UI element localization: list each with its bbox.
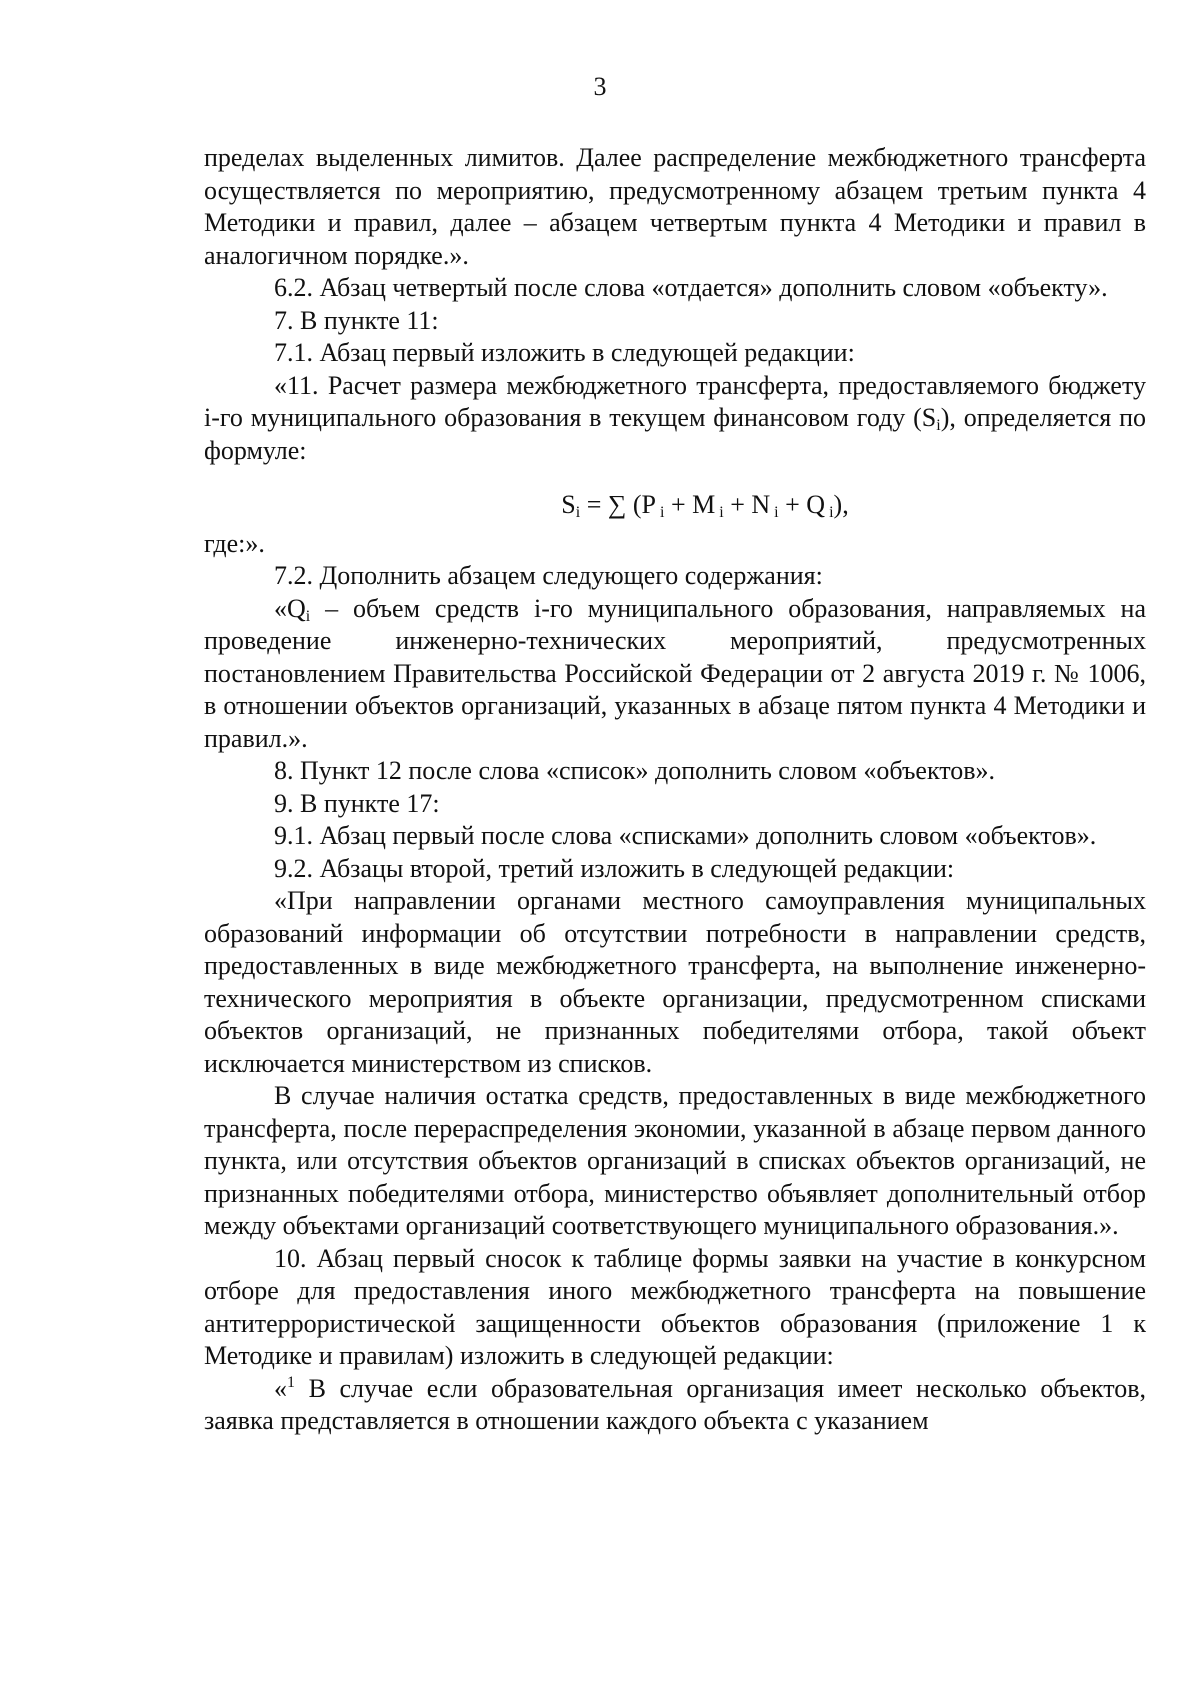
formula-p-sub: i	[656, 504, 665, 521]
paragraph-7-1: 7.1. Абзац первый изложить в следующей редакции:	[274, 338, 855, 367]
formula-q: + Q	[778, 490, 826, 519]
formula-m-sub: i	[715, 504, 724, 521]
formula-s: S	[561, 490, 576, 519]
formula-m: + M	[664, 490, 716, 519]
paragraph-where: где:».	[204, 528, 265, 558]
footnote-open-quote: «	[274, 1373, 287, 1403]
paragraph-10: 10. Абзац первый сносок к таблице формы заявки на участие в конкурсном отборе для предоставления иного межбюджетного трансферта на повышение антитеррористической защищенности объектов образования (приложение 1 к Методике и правилам) изложить в следующей редакции:	[204, 1243, 1146, 1370]
footnote-marker: 1	[287, 1373, 295, 1391]
paragraph-7-2: 7.2. Дополнить абзацем следующего содержания:	[274, 561, 823, 590]
paragraph-1: пределах выделенных лимитов. Далее распределение межбюджетного трансферта осуществляется по мероприятию, предусмотренному абзацем третьим пункта 4 Методики и правил, далее – абзацем четвертым пункта 4 Методики и правил в аналогичном порядке.».	[204, 143, 1146, 270]
paragraph-quote-2: В случае наличия остатка средств, предоставленных в виде межбюджетного трансферта, после перераспределения экономии, указанной в абзаце первом данного пункта, или отсутствия объектов организаций в списках объектов организаций, не признанных победителями отбора, министерство объявляет дополнительный отбор между объектами организаций соответствующего муниципального образования.».	[204, 1081, 1146, 1240]
formula	[204, 489, 1146, 522]
q-def-part-b: – объем средств i-го муниципального образования, направляемых на проведение инженерно-технических мероприятий, предусмотренных постановлением Правительства Российской Федерации от 2 августа 2019 г. № 1006, в отношении объектов организаций, указанных в абзаце пятом пункта 4 Методики и правил.».	[204, 593, 1146, 753]
paragraph-9-2: 9.2. Абзацы второй, третий изложить в следующей редакции:	[274, 853, 955, 883]
formula-eq: = ∑ (P	[580, 490, 657, 519]
q-def-part-a: «Q	[274, 593, 306, 623]
formula-n: + N	[723, 490, 771, 519]
paragraph-quote-1: «При направлении органами местного самоуправления муниципальных образований информации об отсутствии потребности в направлении средств, предоставленных в виде межбюджетного трансферта, на выполнение инженерно-технического мероприятия в объекте организации, предусмотренном списками объектов организаций, не признанных победителями отбора, такой объект исключается министерством из списков.	[204, 886, 1146, 1078]
document-body	[204, 142, 1146, 1438]
footnote-text: В случае если образовательная организация имеет несколько объектов, заявка представляется в отношении каждого объекта с указанием	[204, 1373, 1146, 1435]
paragraph-11-part-b: ), определяется по формуле:	[204, 403, 1146, 465]
paragraph-9-1: 9.1. Абзац первый после слова «списками» дополнить словом «объектов».	[274, 821, 1097, 850]
formula-n-sub: i	[770, 504, 779, 521]
paragraph-7: 7. В пункте 11:	[274, 305, 439, 335]
paragraph-11-subscript: i	[936, 417, 941, 434]
page-number: 3	[593, 72, 607, 101]
paragraph-11-text	[204, 370, 1146, 468]
paragraph-footnote	[204, 1373, 1146, 1438]
formula-s-sub: i	[575, 504, 581, 521]
formula-q-sub: i	[825, 504, 834, 521]
formula-end: ),	[833, 490, 849, 519]
paragraph-q-definition	[204, 593, 1146, 756]
paragraph-6-2: 6.2. Абзац четвертый после слова «отдается» дополнить словом «объекту».	[274, 273, 1108, 302]
q-def-subscript: i	[305, 607, 311, 625]
paragraph-11-part-a: «11. Расчет размера межбюджетного трансферта, предоставляемого бюджету i-го муниципального образования в текущем финансовом году (S	[204, 370, 1146, 432]
paragraph-8: 8. Пункт 12 после слова «список» дополнить словом «объектов».	[274, 756, 996, 785]
paragraph-9: 9. В пункте 17:	[274, 788, 440, 818]
